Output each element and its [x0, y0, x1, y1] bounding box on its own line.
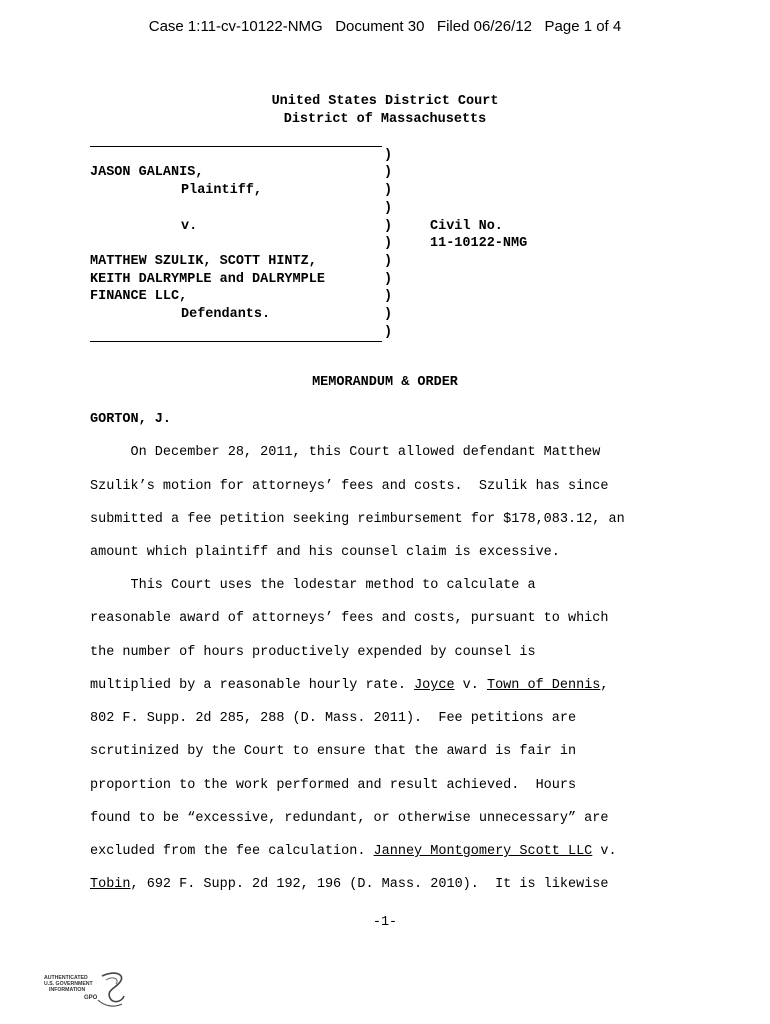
caption-paren: ) [384, 325, 393, 340]
plaintiff-name: JASON GALANIS, [90, 165, 204, 180]
caption-paren: ) [384, 236, 393, 251]
body-text: multiplied by a reasonable hourly rate. [90, 678, 415, 693]
body-line: the number of hours productively expended by counsel is [90, 645, 536, 660]
caption-paren: ) [384, 254, 393, 269]
civil-no-label: Civil No. [430, 219, 503, 234]
body-line: reasonable award of attorneys’ fees and costs, pursuant to which [90, 611, 609, 626]
body-line: amount which plaintiff and his counsel claim is excessive. [90, 545, 560, 560]
versus: v. [181, 219, 198, 234]
body-text: , 692 F. Supp. 2d 192, 196 (D. Mass. 2010). It is likewise [130, 877, 609, 892]
caption-paren: ) [384, 165, 393, 180]
body-line [90, 679, 690, 693]
defendants-line-3: FINANCE LLC, [90, 289, 188, 304]
body-text: , [600, 678, 609, 693]
body-text: v. [454, 678, 487, 693]
document-title: MEMORANDUM & ORDER [312, 375, 458, 390]
defendants-line-1: MATTHEW SZULIK, SCOTT HINTZ, [90, 254, 317, 269]
caption-top-rule [90, 146, 382, 147]
body-line: This Court uses the lodestar method to calculate a [90, 578, 536, 593]
body-line [90, 845, 690, 859]
defendants-line-2: KEITH DALRYMPLE and DALRYMPLE [90, 272, 325, 287]
body-line [90, 878, 690, 892]
caption-paren: ) [384, 219, 393, 234]
caption-paren: ) [384, 307, 393, 322]
body-text: v. [592, 844, 617, 859]
caption-bottom-rule [90, 341, 382, 342]
caption-paren: ) [384, 272, 393, 287]
court-district: District of Massachusetts [283, 112, 487, 127]
case-citation-janney: Janney Montgomery Scott LLC [373, 844, 593, 859]
body-line: On December 28, 2011, this Court allowed defendant Matthew [90, 445, 601, 460]
body-text: excluded from the fee calculation. [90, 844, 374, 859]
body-line: Szulik’s motion for attorneys’ fees and costs. Szulik has since [90, 479, 609, 494]
case-citation-town-of-dennis: Town of Dennis [486, 678, 601, 693]
seal-text: GPO [84, 995, 98, 1001]
eagle-wing-icon [106, 978, 117, 984]
body-line: 802 F. Supp. 2d 285, 288 (D. Mass. 2011). Fee petitions are [90, 711, 577, 726]
caption-paren: ) [384, 289, 393, 304]
caption-paren: ) [384, 148, 393, 163]
caption-paren: ) [384, 201, 393, 216]
case-citation-joyce: Joyce [414, 678, 455, 693]
caption-paren: ) [384, 183, 393, 198]
case-citation-tobin: Tobin [90, 877, 131, 892]
body-line: proportion to the work performed and result achieved. Hours [90, 778, 577, 793]
gpo-authentication-seal [44, 970, 134, 1012]
defendants-role: Defendants. [181, 307, 271, 322]
court-name: United States District Court [271, 94, 499, 109]
page-number: -1- [372, 915, 398, 930]
body-line: submitted a fee petition seeking reimbursement for $178,083.12, an [90, 512, 625, 527]
body-line: found to be “excessive, redundant, or otherwise unnecessary” are [90, 811, 609, 826]
judge-name: GORTON, J. [90, 412, 172, 427]
seal-text: INFORMATION [49, 987, 86, 993]
plaintiff-role: Plaintiff, [181, 183, 263, 198]
civil-no-value: 11-10122-NMG [430, 236, 528, 251]
body-line: scrutinized by the Court to ensure that the award is fair in [90, 744, 577, 759]
case-header: Case 1:11-cv-10122-NMG Document 30 Filed 06/26/12 Page 1 of 4 [148, 18, 622, 35]
seal-text: AUTHENTICATED [44, 975, 88, 981]
seal-text: U.S. GOVERNMENT [44, 981, 93, 987]
